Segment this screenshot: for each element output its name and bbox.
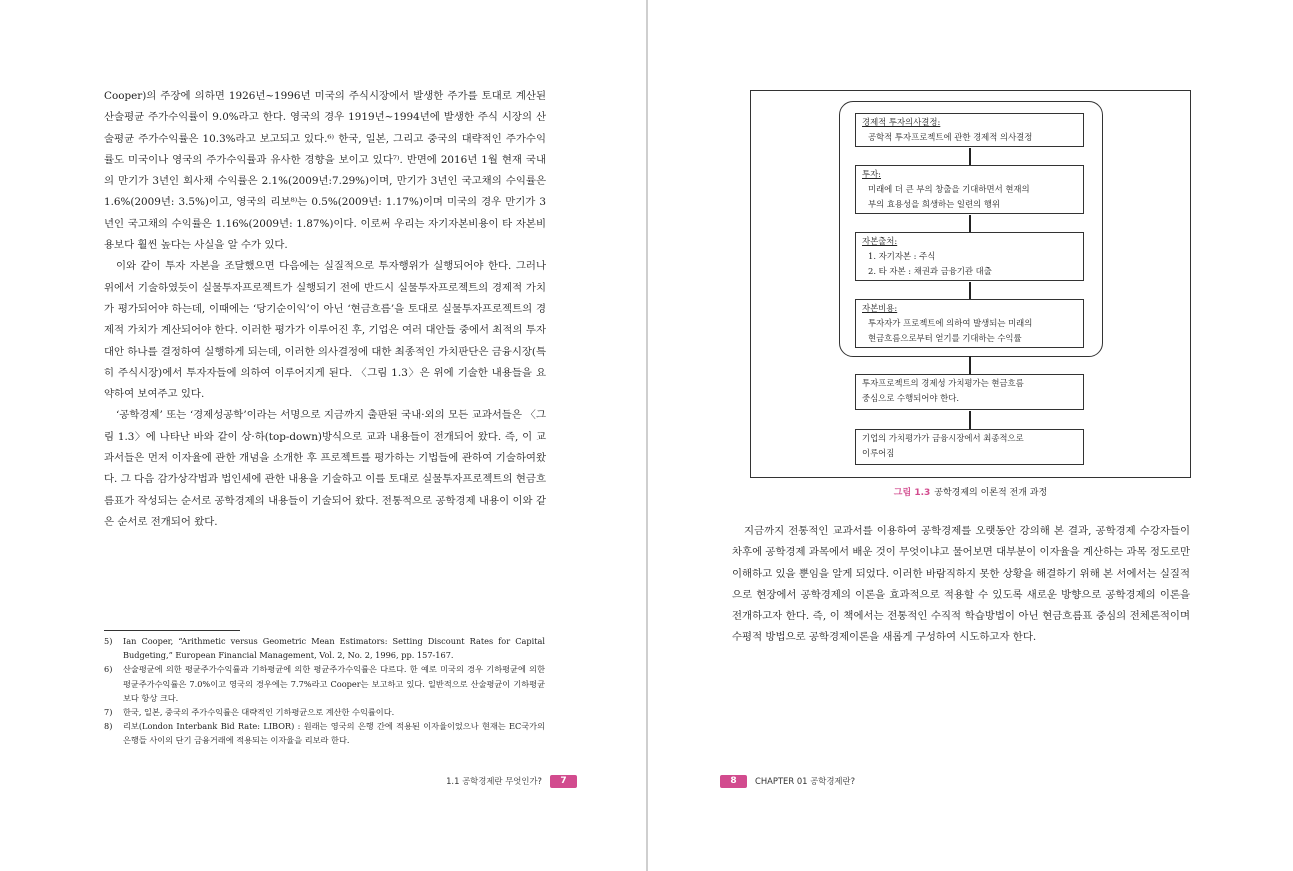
paragraph: Cooper)의 주장에 의하면 1926년~1996년 미국의 주식시장에서 발생한 주가를 토대로 계산된 산술평균 주가수익률이 9.0%라고 한다. 영국의 경우 1919년~1994년에 발생한 주식 시장의 산술평균 주가수익률은 10.3%라고 보고되고 있다.⁶⁾ 한국, 일본, 그리고 중국의 대략적인 주가수익률도 미국이나 영국의 주가수익률과 유사한 경향을 보이고 있다⁷⁾. 반면에 2016년 1월 현재 국내의 만기가 3년인 회사채 수익률은 2.1%(2009년:7.29%)이며, 만기가 3년인 국고채의 수익률은 1.6%(2009년: 3.5%)이고, 영국의 리보⁸⁾는 0.5%(2009년: 1.17%)이며 미국의 경우 만기가 3년인 국고채의 수익률은 1.16%(2009년: 1.87%)이다. 이로써 우리는 자기자본비용이 타 자본비용보다 훨씬 높다는 사실을 알 수가 있다. bbox=[104, 90, 546, 252]
flow-connector bbox=[969, 411, 971, 429]
footnote-text: 한국, 일본, 중국의 주가수익률은 대략적인 기하평균으로 계산한 수익률이다. bbox=[123, 707, 395, 718]
footnote bbox=[104, 634, 545, 662]
flow-connector bbox=[969, 215, 971, 232]
figure-caption bbox=[750, 485, 1191, 498]
box-line: 1. 자기자본 : 주식 bbox=[868, 251, 936, 261]
figure-box-investment bbox=[855, 165, 1084, 214]
footnotes bbox=[104, 634, 545, 748]
footnote-text: Ian Cooper, “Arithmetic versus Geometric Mean Estimators: Setting Discount Rates for Capital Budgeting,” European Financial Management, Vol. 2, No. 2, 1996, pp. 157-167. bbox=[123, 636, 545, 661]
figure-box-decision bbox=[855, 113, 1084, 147]
left-body-text bbox=[104, 86, 546, 533]
left-page bbox=[0, 0, 646, 871]
right-page bbox=[648, 0, 1293, 871]
footnote bbox=[104, 662, 545, 705]
running-footer: 1.1 공학경제란 무엇인가? bbox=[446, 776, 542, 786]
figure-caption-text: 공학경제의 이론적 전개 과정 bbox=[934, 488, 1048, 498]
footnote-divider bbox=[104, 630, 240, 631]
box-title: 경제적 투자의사결정: bbox=[862, 117, 941, 127]
box-line: 기업의 가치평가가 금융시장에서 최종적으로 bbox=[862, 433, 1024, 443]
flow-connector bbox=[969, 282, 971, 299]
box-line: 투자자가 프로젝트에 의하여 발생되는 미래의 bbox=[868, 318, 1033, 328]
left-folio bbox=[380, 773, 577, 789]
flow-connector bbox=[969, 148, 971, 165]
page-number-badge: 7 bbox=[550, 775, 577, 788]
page-number-badge: 8 bbox=[720, 775, 747, 788]
footnote-text: 리보(London Interbank Bid Rate: LIBOR) : 원래는 영국의 은행 간에 적용된 이자율이었으나 현재는 EC국가의 은행들 사이의 단기 금융거래에 적용되는 이자율을 리보라 한다. bbox=[123, 721, 545, 746]
box-line: 공학적 투자프로젝트에 관한 경제적 의사결정 bbox=[868, 132, 1033, 142]
box-line: 미래에 더 큰 부의 창출을 기대하면서 현재의 bbox=[868, 184, 1030, 194]
footnote-text: 산술평균에 의한 평균주가수익률과 기하평균에 의한 평균주가수익률은 다르다. 한 예로 미국의 경우 기하평균에 의한 평균주가수익률은 7.0%이고 영국의 경우에는 7.7%라고 Cooper는 보고하고 있다. 일반적으로 산술평균이 기하평균보다 항상 크다. bbox=[123, 664, 545, 703]
box-line: 현금흐름으로부터 얻기를 기대하는 수익률 bbox=[868, 333, 1022, 343]
figure-box-capital-source bbox=[855, 232, 1084, 281]
figure-label: 그림 1.3 bbox=[893, 488, 931, 498]
right-body-text bbox=[732, 521, 1190, 649]
footnote-number: 8) bbox=[104, 721, 113, 732]
figure-box-capital-cost bbox=[855, 299, 1084, 348]
box-line: 중심으로 수행되어야 한다. bbox=[862, 393, 959, 403]
flow-connector bbox=[969, 356, 971, 374]
paragraph: 이와 같이 투자 자본을 조달했으면 다음에는 실질적으로 투자행위가 실행되어야 한다. 그러나 위에서 기술하였듯이 실물투자프로젝트가 실행되기 전에 반드시 실물투자프로젝트의 경제적 가치가 평가되어야 하는데, 이때에는 ‘당기순이익’이 아닌 ‘현금흐름’을 토대로 실물투자프로젝트의 경제적 가치가 계산되어야 한다. 이러한 평가가 이루어진 후, 기업은 여러 대안들 중에서 최적의 투자대안 하나를 결정하여 실행하게 되는데, 이러한 의사결정에 대한 최종적인 가치판단은 금융시장(특히 주식시장)에서 투자자들에 의하여 이루어지게 된다. 〈그림 1.3〉은 위에 기술한 내용들을 요약하여 보여주고 있다. bbox=[104, 260, 546, 401]
box-line: 투자프로젝트의 경제성 가치평가는 현금흐름 bbox=[862, 378, 1024, 388]
box-title: 자본출처: bbox=[862, 236, 898, 246]
footnote-number: 6) bbox=[104, 664, 113, 675]
right-folio bbox=[720, 773, 855, 789]
box-title: 투자: bbox=[862, 169, 882, 179]
footnote-number: 5) bbox=[104, 636, 113, 646]
footnote-number: 7) bbox=[104, 707, 113, 718]
paragraph: 지금까지 전통적인 교과서를 이용하여 공학경제를 오랫동안 강의해 본 결과, 공학경제 수강자들이 차후에 공학경제 과목에서 배운 것이 무엇이냐고 물어보면 대부분이 이자율을 계산하는 과목 정도로만 이해하고 있을 뿐임을 알게 되었다. 이러한 바람직하지 못한 상황을 해결하기 위해 본 서에서는 실질적으로 현장에서 공학경제의 이론을 효과적으로 적용할 수 있도록 새로운 방향으로 공학경제의 이론을 전개하고자 한다. 즉, 이 책에서는 전통적인 수직적 학습방법이 아닌 현금흐름표 중심의 전체론적이며 수평적 방법으로 공학경제이론을 새롭게 구성하여 시도하고자 한다. bbox=[732, 525, 1190, 644]
figure-frame bbox=[750, 90, 1191, 478]
box-line: 부의 효용성을 희생하는 일련의 행위 bbox=[868, 199, 1001, 209]
box-line: 이루어짐 bbox=[862, 448, 895, 458]
footnote bbox=[104, 705, 545, 719]
box-title: 자본비용: bbox=[862, 303, 898, 313]
figure-box-firm-valuation bbox=[855, 429, 1084, 465]
box-line: 2. 타 자본 : 채권과 금융기관 대출 bbox=[868, 266, 992, 276]
figure-box-project-valuation bbox=[855, 374, 1084, 410]
running-footer: CHAPTER 01 공학경제란? bbox=[755, 776, 856, 786]
paragraph: ‘공학경제’ 또는 ‘경제성공학’이라는 서명으로 지금까지 출판된 국내·외의 모든 교과서들은 〈그림 1.3〉에 나타난 바와 같이 상·하(top-down)방식으로 교과 내용들이 전개되어 왔다. 즉, 이 교과서들은 먼저 이자율에 관한 개념을 소개한 후 프로젝트를 평가하는 기법들에 관하여 기술하여왔다. 그 다음 감가상각법과 법인세에 관한 내용을 기술하고 이를 토대로 실물투자프로젝트의 현금흐름표가 작성되는 순서로 공학경제의 내용들이 기술되어 왔다. 전통적으로 공학경제 내용이 이와 같은 순서로 전개되어 왔다. bbox=[104, 409, 546, 528]
footnote bbox=[104, 719, 545, 747]
